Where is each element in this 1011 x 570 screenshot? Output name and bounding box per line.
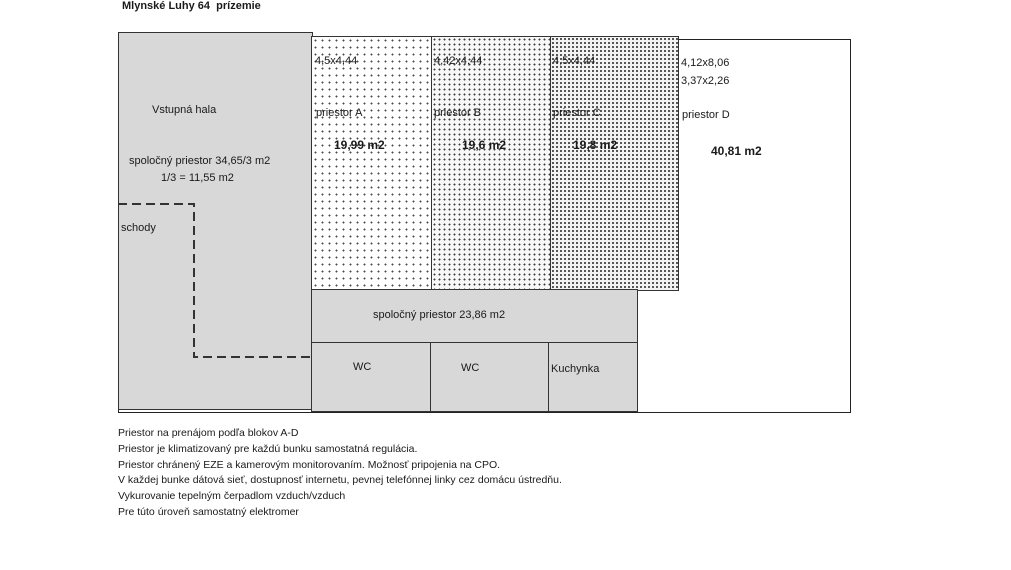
unit-c [550,36,679,291]
unit-c-area: 19,8 m2 [573,138,618,152]
note-line: V každej bunke dátová sieť, dostupnosť internetu, pevnej telefónnej linky cez domácu ústredňu. [118,474,562,487]
entrance-hall-label: Vstupná hala [152,104,217,116]
unit-b-area: 19,6 m2 [462,138,507,152]
note-line: Priestor na prenájom podľa blokov A-D [118,427,299,439]
unit-d-dims: 4,12x8,06 [681,57,730,69]
kitchenette-label: Kuchynka [551,363,600,375]
unit-d-area: 40,81 m2 [711,144,762,158]
entrance-shared-label: spoločný priestor 34,65/3 m2 [129,155,271,167]
unit-c-name: priestor C [553,107,601,119]
entrance-share-label: 1/3 = 11,55 m2 [161,172,234,184]
unit-a-name: priestor A [316,107,363,119]
page-title: Mlynské Luhy 64 prízemie [122,0,261,12]
unit-a-area: 19,99 m2 [334,138,385,152]
wc-room-2 [430,342,550,412]
wc-room-1-label: WC [353,361,372,373]
shared-corridor-label: spoločný priestor 23,86 m2 [373,309,506,321]
unit-d-name: priestor D [682,109,730,121]
notes-list [118,426,562,521]
wc-room-1 [311,342,432,412]
unit-b [431,36,552,291]
unit-a-dims: 4,5x4,44 [315,55,358,67]
kitchenette [548,342,638,412]
unit-c-dims: 4,5x4,44 [553,55,596,67]
note-line: Priestor je klimatizovaný pre každú bunku samostatná regulácia. [118,442,418,455]
stairs-label: schody [121,222,156,234]
unit-b-name: priestor B [434,107,482,119]
note-line: Priestor chránený EZE a kamerovým monitorovaním. Možnosť pripojenia na CPO. [118,458,501,471]
note-line: Pre túto úroveň samostatný elektromer [118,505,299,518]
note-line: Vykurovanie tepelným čerpadlom vzduch/vzduch [118,490,346,503]
unit-b-dims: 4,42x4,44 [434,55,483,67]
wc-room-2-label: WC [461,362,480,374]
unit-a [311,36,433,291]
unit-d-dims-2: 3,37x2,26 [681,75,730,87]
